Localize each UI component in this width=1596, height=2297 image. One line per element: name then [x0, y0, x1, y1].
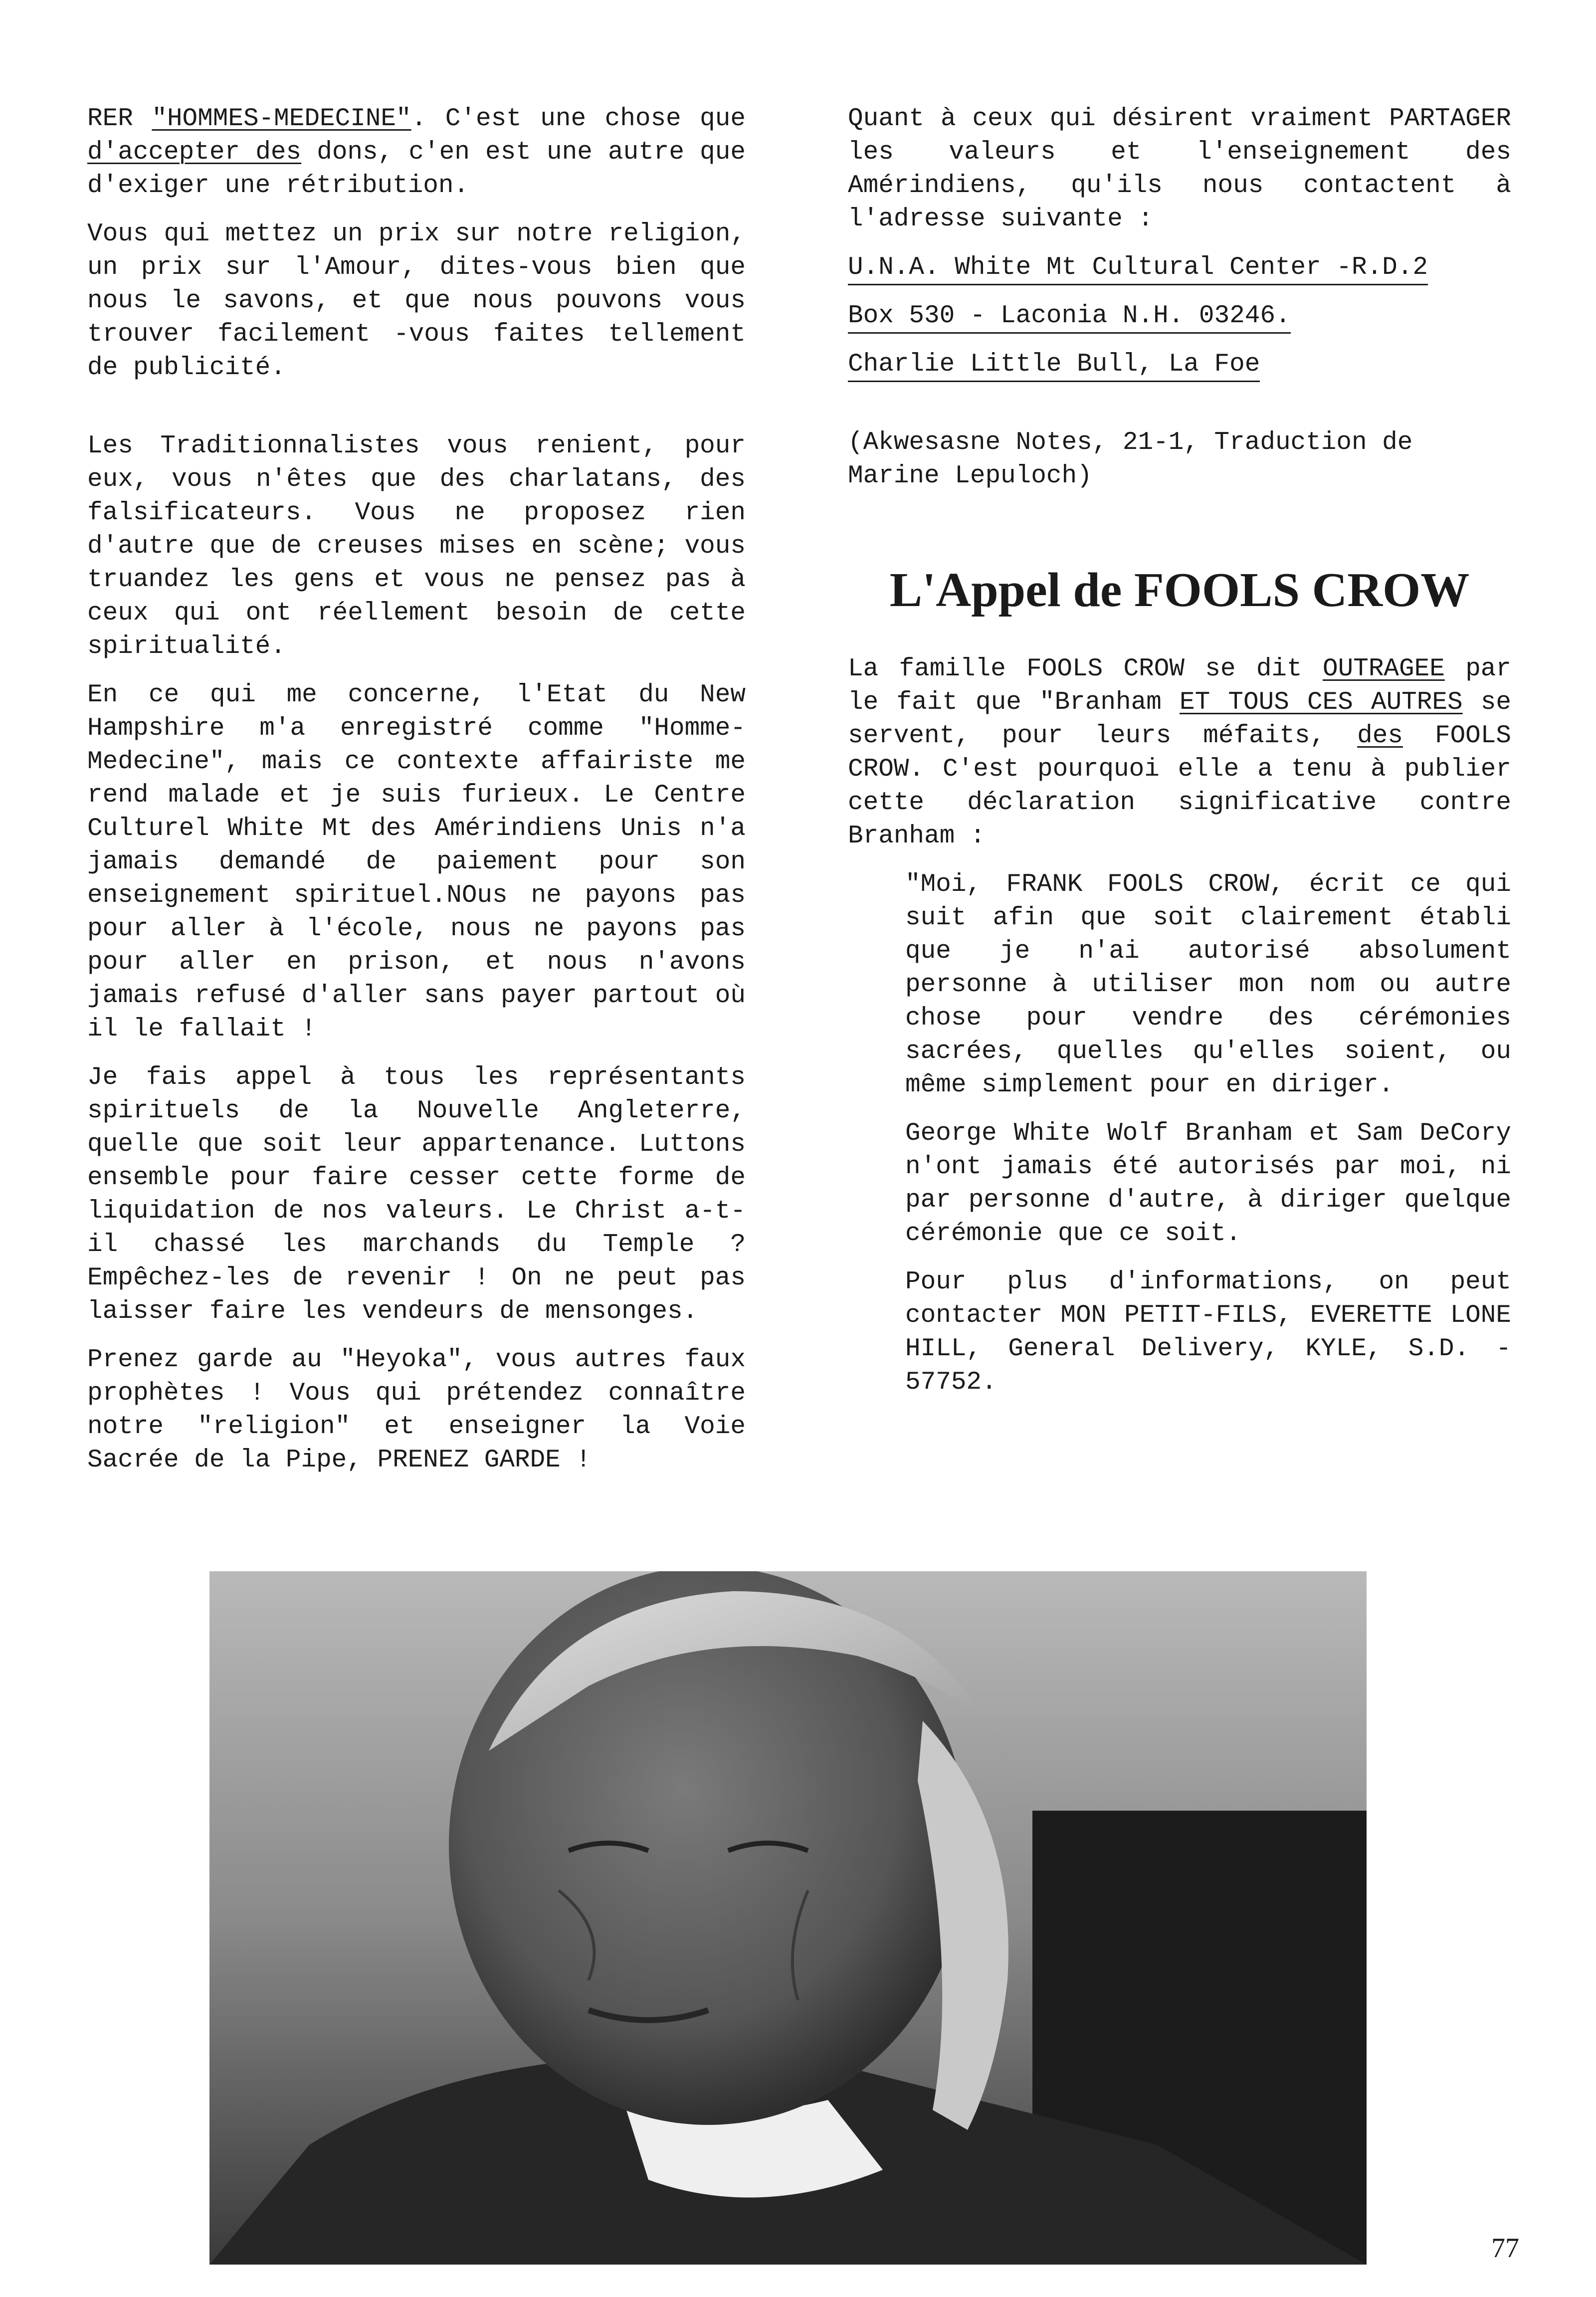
- quote-paragraph-2: George White Wolf Branham et Sam DeCory n'ont jamais été autorisés par moi, ni par personne d'autre, à diriger quelque cérémonie que ce soit.: [905, 1119, 1511, 1248]
- paragraph-traditionnalistes: Les Traditionnalistes vous renient, pour eux, vous n'êtes que des charlatans, des falsificateurs. Vous ne proposez rien d'autre que de creuses mises en scène; vous truandez les gens et vous ne pensez pas à ceux qui ont réellement besoin de cette spiritualité.: [87, 432, 746, 661]
- paragraph-famille-fools-crow: La famille FOOLS CROW se dit OUTRAGEE par le fait que "Branham ET TOUS CES AUTRES se servent, pour leurs méfaits, des FOOLS CROW. C'est pourquoi elle a tenu à publier cette déclaration significative contre Branham :: [848, 655, 1512, 850]
- portrait-photo-drawing: [209, 1571, 1367, 2265]
- paragraph-heyoka: Prenez garde au "Heyoka", vous autres faux prophètes ! Vous qui prétendez connaître notre "religion" et enseigner la Voie Sacrée de la Pipe, PRENEZ GARDE !: [87, 1346, 746, 1474]
- quote-paragraph-1: "Moi, FRANK FOOLS CROW, écrit ce qui suit afin que soit clairement établi que je n'ai autorisé absolument personne à utiliser mon nom ou autre chose pour vendre des cérémonies sacrées, quelles qu'elles soient, ou même simplement pour en diriger.: [905, 870, 1511, 1099]
- page-number: 77: [1491, 2233, 1519, 2264]
- address-line-2: Box 530 - Laconia N.H. 03246.: [848, 299, 1511, 333]
- address-line-3: Charlie Little Bull, La Foe: [848, 348, 1511, 381]
- paragraph-prix-religion: Vous qui mettez un prix sur notre religion, un prix sur l'Amour, dites-vous bien que nous le savons, et que nous pouvons vous trouver facilement -vous faites tellement de publicité.: [87, 220, 746, 382]
- address-line-1: U.N.A. White Mt Cultural Center -R.D.2: [848, 251, 1511, 284]
- paragraph-hommes-medecine: RER "HOMMES-MEDECINE". C'est une chose que d'accepter des dons, c'en est une autre que d'exiger une rétribution.: [87, 105, 746, 200]
- declaration-quote: [905, 868, 1511, 1399]
- article-title: L'Appel de FOOLS CROW: [889, 563, 1470, 617]
- portrait-photo: [209, 1571, 1367, 2265]
- source-citation: (Akwesasne Notes, 21-1, Traduction de Marine Lepuloch): [848, 428, 1413, 490]
- paragraph-appel-representants: Je fais appel à tous les représentants spirituels de la Nouvelle Angleterre, quelle que soit leur appartenance. Luttons ensemble pour faire cesser cette forme de liquidation de nos valeurs. Le Christ a-t-il chassé les marchands du Temple ? Empêchez-les de revenir ! On ne peut pas laisser faire les vendeurs de mensonges.: [87, 1063, 746, 1326]
- left-column: [87, 102, 746, 1492]
- quote-paragraph-3: Pour plus d'informations, on peut contacter MON PETIT-FILS, EVERETTE LONE HILL, General Delivery, KYLE, S.D. - 57752.: [905, 1268, 1511, 1397]
- paragraph-partager: Quant à ceux qui désirent vraiment PARTAGER les valeurs et l'enseignement des Amérindiens, qu'ils nous contactent à l'adresse suivante :: [848, 105, 1511, 233]
- paragraph-new-hampshire: En ce qui me concerne, l'Etat du New Hampshire m'a enregistré comme "Homme-Medecine", mais ce contexte affairiste me rend malade et je suis furieux. Le Centre Culturel White Mt des Amérindiens Unis n'a jamais demandé de paiement pour son enseignement spirituel.NOus ne payons pas pour aller à l'école, nous ne payons pas pour aller en prison, et nous n'avons jamais refusé d'aller sans payer partout où il le fallait !: [87, 681, 746, 1044]
- right-column: [848, 102, 1511, 1414]
